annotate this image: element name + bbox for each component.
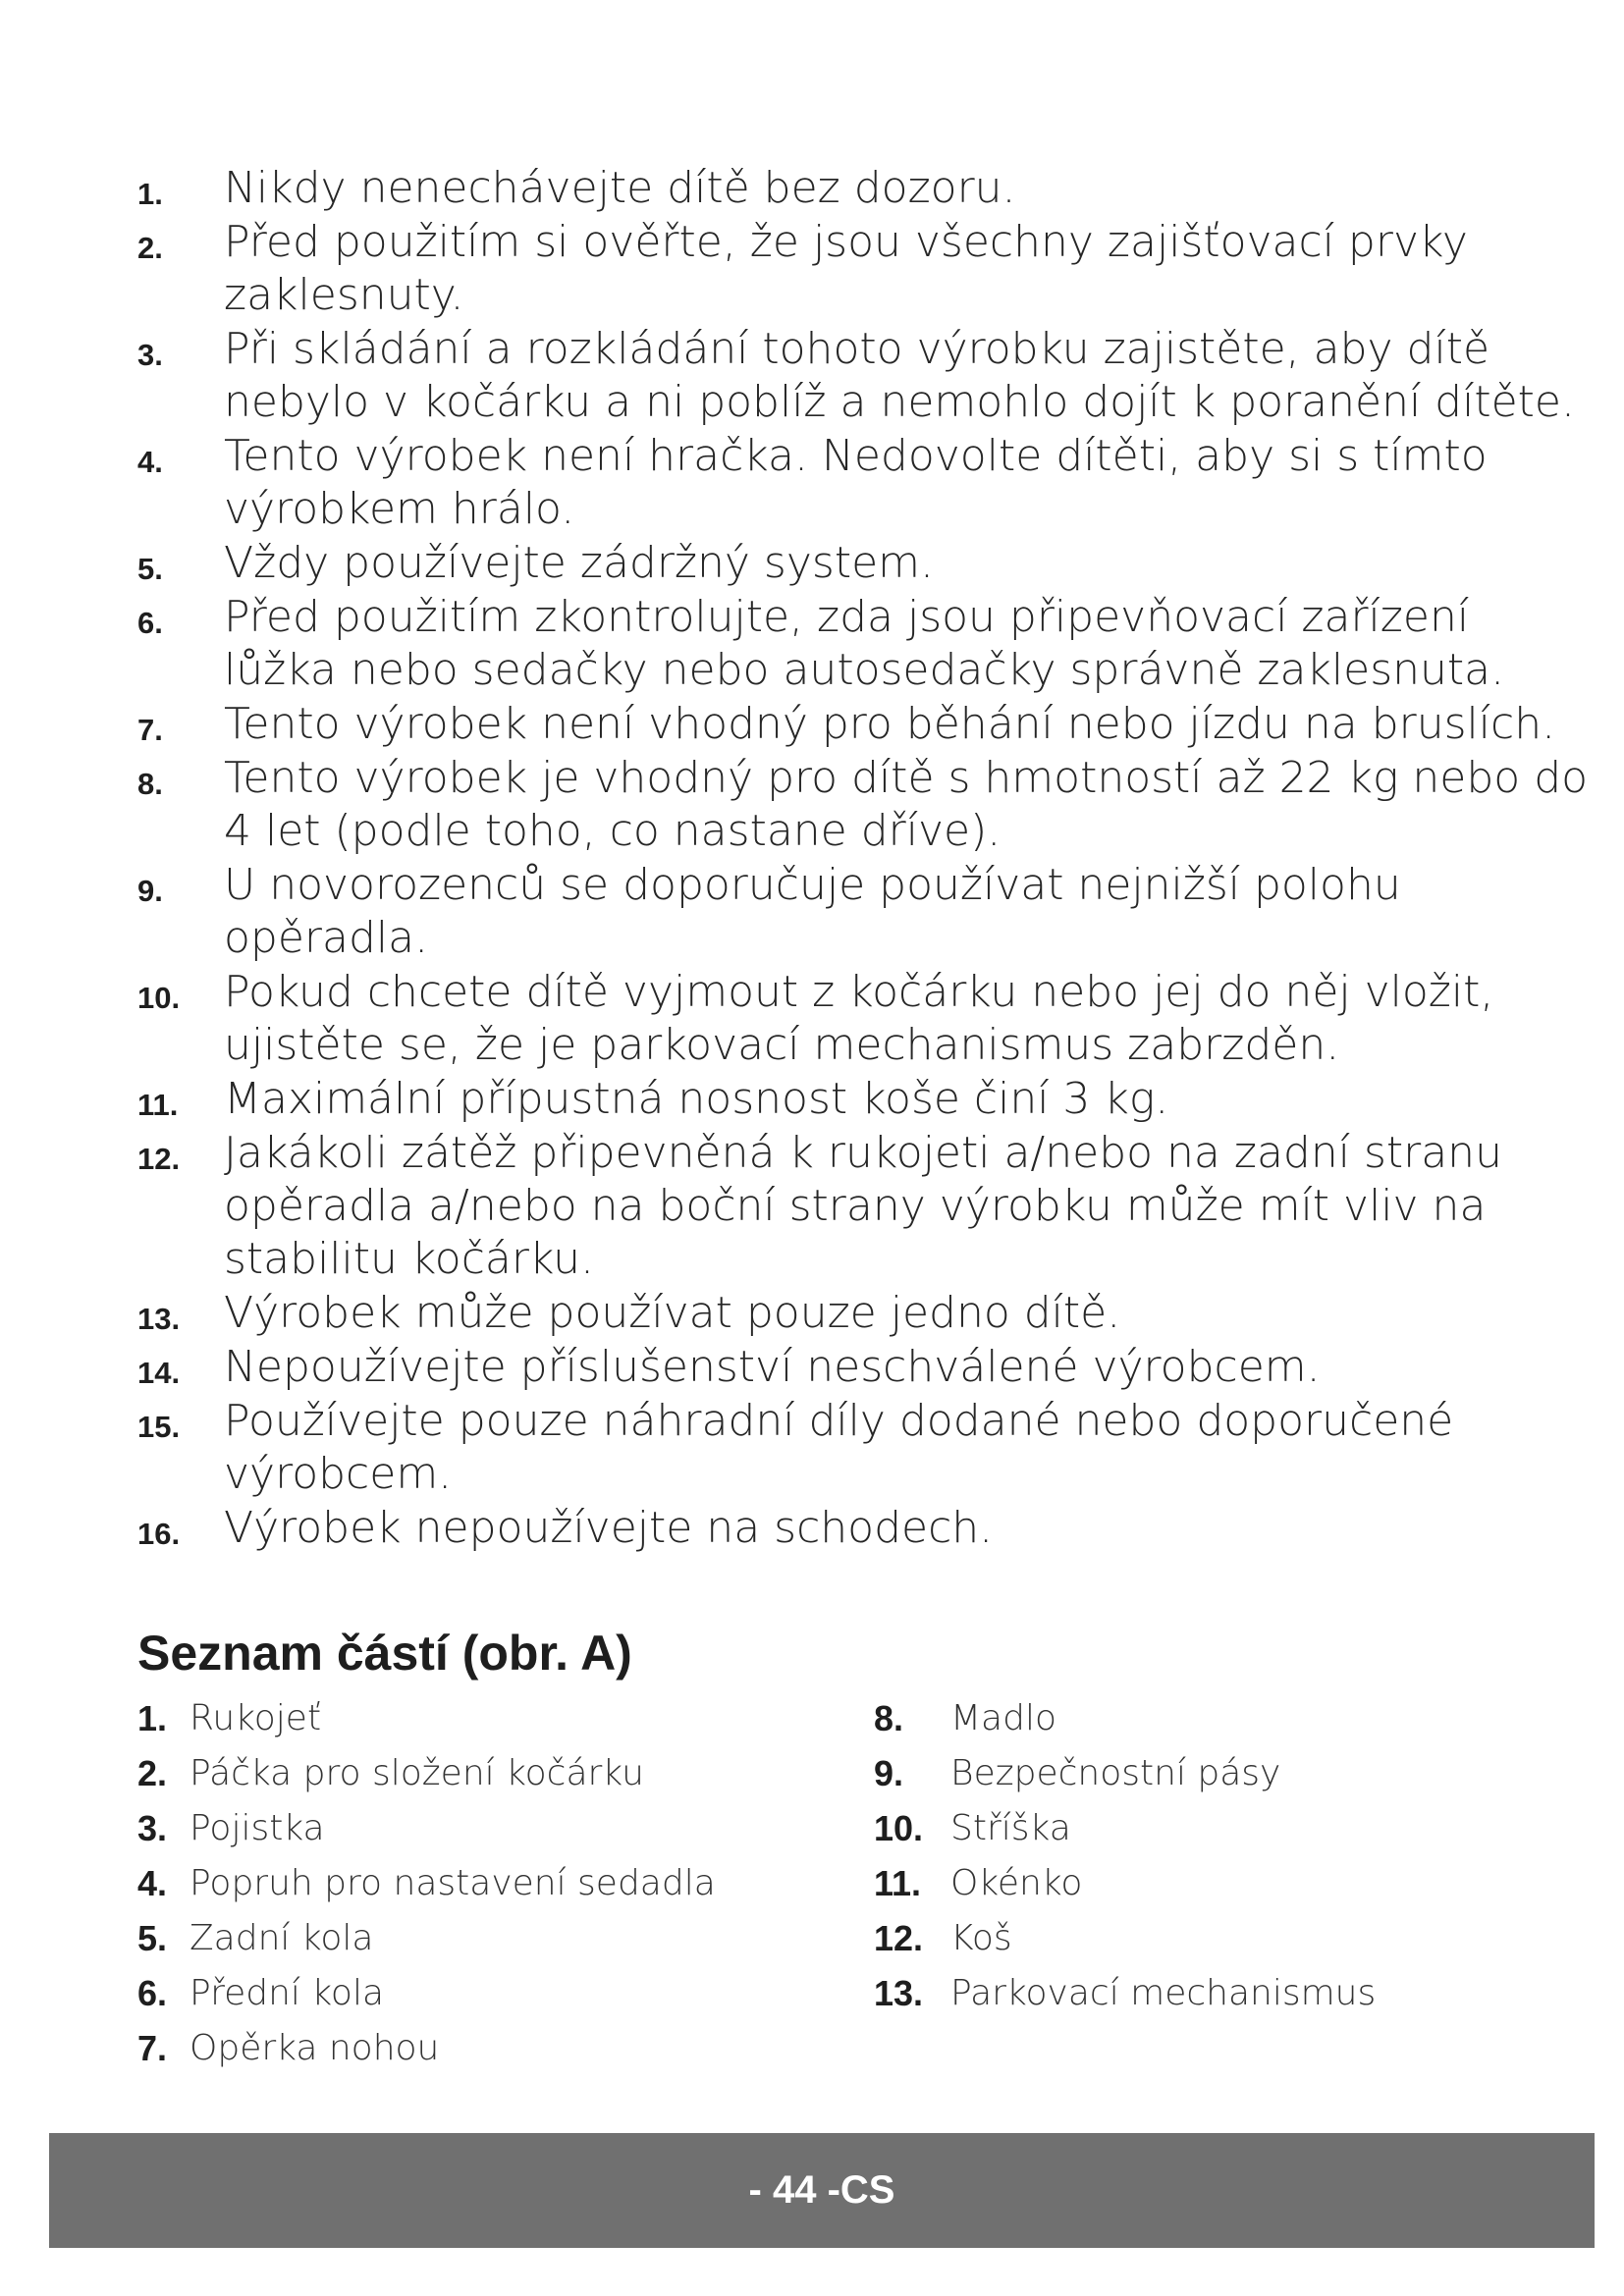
part-item [874, 1691, 1581, 1746]
part-name: Pojistka [189, 1808, 325, 1848]
part-name: Bezpečnostní pásy [950, 1753, 1281, 1793]
warning-text: Tento výrobek není hračka. Nedovolte dítěti, aby si s tímto výrobkem hrálo. [224, 431, 1488, 534]
part-item [874, 1856, 1581, 1911]
warning-item [137, 537, 1591, 590]
part-number: 12. [874, 1918, 924, 1958]
part-item [874, 1966, 1581, 2021]
part-name: Stříška [950, 1808, 1071, 1848]
part-name: Přední kola [189, 1973, 384, 2013]
warning-item [137, 323, 1591, 429]
warning-number: 1. [137, 177, 163, 211]
part-item [874, 1746, 1581, 1801]
warning-item [137, 752, 1591, 858]
part-item [874, 1801, 1581, 1856]
safety-warnings-list [137, 162, 1591, 1556]
part-item [137, 2021, 844, 2076]
part-number: 4. [137, 1863, 168, 1903]
warning-item [137, 966, 1591, 1072]
warning-item [137, 1341, 1591, 1394]
warning-text: Pokud chcete dítě vyjmout z kočárku nebo jej do něj vložit, ujistěte se, že je parkovací mechanismus zabrzděn. [224, 967, 1494, 1070]
part-item [137, 1911, 844, 1966]
part-name: Okénko [950, 1863, 1083, 1903]
page-number: - 44 -CS [748, 2168, 895, 2212]
parts-list-right [874, 1691, 1581, 2021]
warning-item [137, 1287, 1591, 1340]
part-item [137, 1746, 844, 1801]
part-item [874, 1911, 1581, 1966]
warning-number: 14. [137, 1356, 181, 1390]
warning-text: Nepoužívejte příslušenství neschválené výrobcem. [224, 1342, 1321, 1392]
part-name: Opěrka nohou [189, 2028, 440, 2068]
warning-text: U novorozenců se doporučuje používat nejnižší polohu opěradla. [224, 860, 1401, 963]
warning-number: 4. [137, 445, 163, 479]
warning-number: 6. [137, 606, 163, 640]
part-number: 8. [874, 1698, 904, 1738]
part-name: Parkovací mechanismus [950, 1973, 1377, 2013]
part-number: 1. [137, 1698, 168, 1738]
warning-text: Při skládání a rozkládání tohoto výrobku zajistěte, aby dítě nebylo v kočárku a ni poblíž a nemohlo dojít k poranění dítěte. [224, 324, 1575, 427]
part-name: Zadní kola [189, 1918, 374, 1958]
part-number: 7. [137, 2028, 168, 2068]
page-footer-bar [49, 2133, 1595, 2248]
warning-number: 8. [137, 767, 163, 801]
part-name: Rukojeť [189, 1698, 322, 1738]
warning-number: 3. [137, 338, 163, 372]
warning-text: Používejte pouze náhradní díly dodané nebo doporučené výrobcem. [224, 1396, 1454, 1499]
part-number: 9. [874, 1753, 904, 1793]
part-name: Madlo [950, 1698, 1056, 1738]
warning-item [137, 1073, 1591, 1126]
part-number: 2. [137, 1753, 168, 1793]
warning-item [137, 591, 1591, 697]
part-number: 5. [137, 1918, 168, 1958]
warning-number: 9. [137, 874, 163, 908]
warning-item [137, 162, 1591, 215]
warning-item [137, 430, 1591, 536]
part-item [137, 1966, 844, 2021]
warning-number: 12. [137, 1142, 181, 1176]
warning-number: 5. [137, 552, 163, 586]
part-number: 13. [874, 1973, 924, 2013]
warning-number: 10. [137, 981, 181, 1015]
warning-text: Jakákoli zátěž připevněná k rukojeti a/nebo na zadní stranu opěradla a/nebo na boční strany výrobku může mít vliv na stabilitu kočárku. [224, 1128, 1502, 1284]
warning-text: Tento výrobek není vhodný pro běhání nebo jízdu na bruslích. [224, 699, 1556, 749]
warning-text: Před použitím si ověřte, že jsou všechny zajišťovací prvky zaklesnuty. [224, 217, 1468, 320]
warning-number: 15. [137, 1410, 181, 1444]
parts-list-left [137, 1691, 844, 2076]
warning-item [137, 216, 1591, 322]
warning-item [137, 698, 1591, 751]
warning-number: 16. [137, 1517, 181, 1551]
warning-text: Maximální přípustná nosnost koše činí 3 kg. [224, 1074, 1169, 1124]
warning-number: 2. [137, 231, 163, 265]
warning-number: 13. [137, 1302, 181, 1336]
warning-text: Výrobek nepoužívejte na schodech. [224, 1503, 994, 1553]
part-item [137, 1856, 844, 1911]
warning-text: Nikdy nenechávejte dítě bez dozoru. [224, 163, 1016, 213]
warning-item [137, 1502, 1591, 1555]
warning-text: Výrobek může používat pouze jedno dítě. [224, 1288, 1121, 1338]
warning-text: Tento výrobek je vhodný pro dítě s hmotností až 22 kg nebo do 4 let (podle toho, co nastane dříve). [224, 753, 1589, 856]
part-name: Popruh pro nastavení sedadla [189, 1863, 716, 1903]
warning-number: 7. [137, 713, 163, 747]
warning-text: Před použitím zkontrolujte, zda jsou připevňovací zařízení lůžka nebo sedačky nebo autosedačky správně zaklesnuta. [224, 592, 1505, 695]
part-number: 10. [874, 1808, 924, 1848]
warning-item [137, 1395, 1591, 1501]
part-number: 3. [137, 1808, 168, 1848]
part-item [137, 1691, 844, 1746]
warning-number: 11. [137, 1088, 179, 1122]
part-item [137, 1801, 844, 1856]
parts-list-heading: Seznam částí (obr. A) [137, 1626, 632, 1681]
warning-text: Vždy používejte zádržný system. [224, 538, 934, 588]
part-name: Páčka pro složení kočárku [189, 1753, 644, 1793]
warning-item [137, 859, 1591, 965]
part-number: 6. [137, 1973, 168, 2013]
part-name: Koš [950, 1918, 1012, 1958]
part-number: 11. [874, 1863, 922, 1903]
warning-item [137, 1127, 1591, 1286]
